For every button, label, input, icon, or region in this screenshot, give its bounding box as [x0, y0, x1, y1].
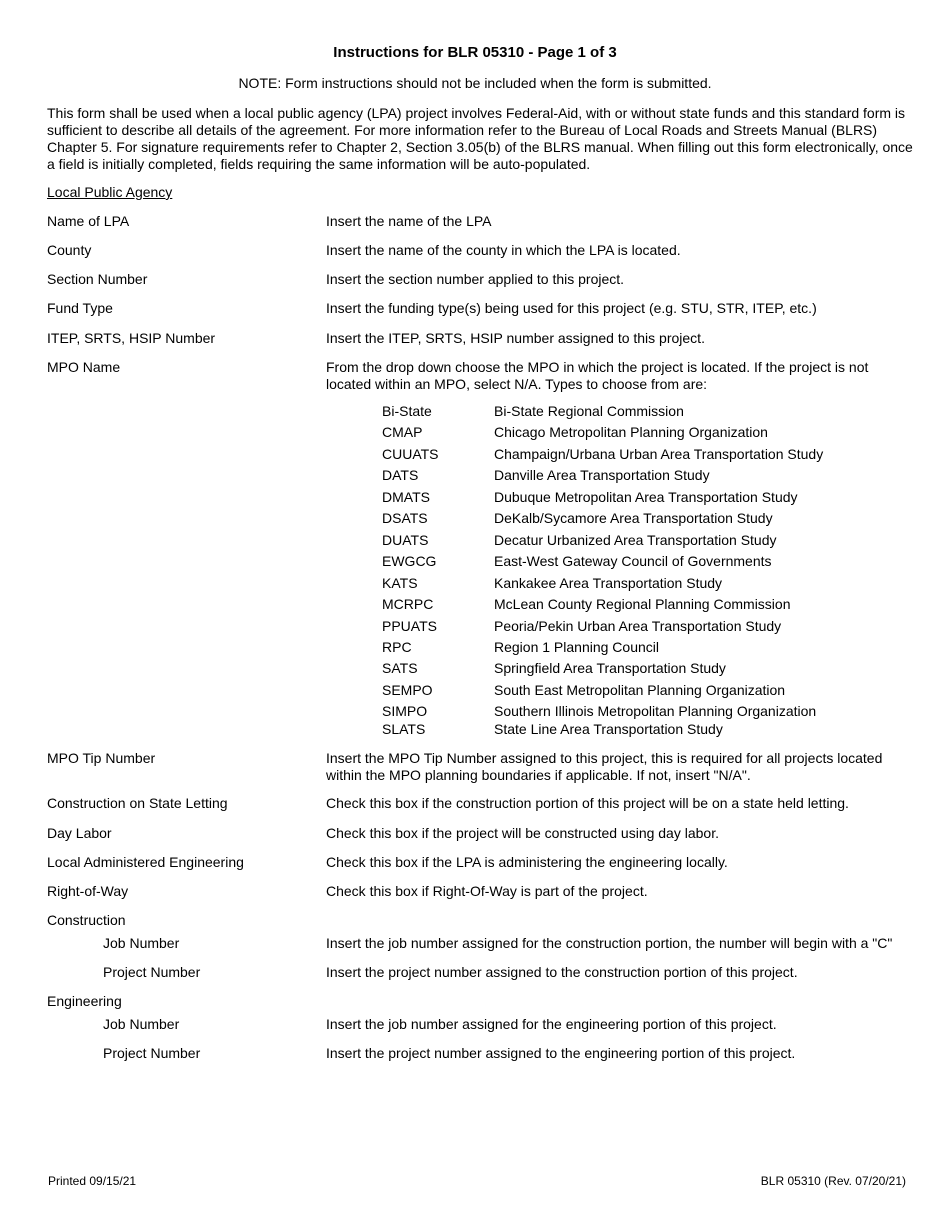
- mpo-abbreviation: PPUATS: [382, 618, 437, 634]
- form-note: NOTE: Form instructions should not be included when the form is submitted.: [238, 75, 712, 91]
- field-label: Local Administered Engineering: [47, 854, 244, 870]
- mpo-abbreviation: DATS: [382, 467, 419, 483]
- intro-paragraph: This form shall be used when a local public agency (LPA) project involves Federal-Aid, with or without state funds and this standard form is sufficient to describe all details of the agreement. For more information refer to the Bureau of Local Roads and Streets Manual (BLRS) Chapter 5. For signature requirements refer to Chapter 2, Section 3.05(b) of the BLRS manual. When filling out this form electronically, once a field is initially completed, fields requiring the same information will be auto-populated.: [47, 105, 913, 172]
- mpo-full-name: Chicago Metropolitan Planning Organization: [494, 424, 768, 440]
- mpo-abbreviation: SATS: [382, 660, 418, 676]
- mpo-full-name: Decatur Urbanized Area Transportation Study: [494, 532, 777, 548]
- mpo-full-name: McLean County Regional Planning Commission: [494, 596, 791, 612]
- field-label: MPO Name: [47, 359, 121, 375]
- mpo-abbreviation: RPC: [382, 639, 412, 655]
- field-label: Right-of-Way: [47, 883, 129, 899]
- field-description: Insert the project number assigned to the engineering portion of this project.: [326, 1045, 796, 1061]
- mpo-abbreviation: SIMPO: [382, 703, 428, 719]
- mpo-abbreviation: SLATS: [382, 721, 426, 737]
- field-label: County: [47, 242, 92, 258]
- mpo-abbreviation: EWGCG: [382, 553, 437, 569]
- printed-date: Printed 09/15/21: [48, 1174, 137, 1188]
- field-label: Construction on State Letting: [47, 795, 228, 811]
- mpo-full-name: Region 1 Planning Council: [494, 639, 659, 655]
- field-label: ITEP, SRTS, HSIP Number: [47, 330, 216, 346]
- group-label: Construction: [47, 912, 126, 928]
- field-description: Check this box if the construction portion of this project will be on a state held letting.: [326, 795, 849, 811]
- mpo-full-name: South East Metropolitan Planning Organization: [494, 682, 786, 698]
- field-description: Check this box if Right-Of-Way is part of the project.: [326, 883, 648, 899]
- mpo-full-name: DeKalb/Sycamore Area Transportation Study: [494, 510, 773, 526]
- mpo-abbreviation: SEMPO: [382, 682, 433, 698]
- mpo-full-name: Danville Area Transportation Study: [494, 467, 710, 483]
- field-label: Job Number: [103, 935, 180, 951]
- field-label: Section Number: [47, 271, 148, 287]
- field-description: Check this box if the LPA is administering the engineering locally.: [326, 854, 728, 870]
- mpo-full-name: State Line Area Transportation Study: [494, 721, 723, 737]
- group-label: Engineering: [47, 993, 122, 1009]
- section-heading-local-public-agency: Local Public Agency: [47, 184, 173, 200]
- field-description: From the drop down choose the MPO in which the project is located. If the project is not located within an MPO, select N/A. Types to choose from are:: [326, 359, 869, 392]
- field-description: Insert the name of the county in which the LPA is located.: [326, 242, 681, 258]
- mpo-full-name: Bi-State Regional Commission: [494, 403, 684, 419]
- field-description: Insert the ITEP, SRTS, HSIP number assigned to this project.: [326, 330, 705, 346]
- field-description: Insert the MPO Tip Number assigned to this project, this is required for all projects located within the MPO planning boundaries if applicable. If not, insert "N/A".: [326, 750, 883, 783]
- mpo-abbreviation: DMATS: [382, 489, 430, 505]
- field-label: Job Number: [103, 1016, 180, 1032]
- mpo-abbreviation: CUUATS: [382, 446, 439, 462]
- field-label: Project Number: [103, 964, 201, 980]
- mpo-full-name: Peoria/Pekin Urban Area Transportation Study: [494, 618, 782, 634]
- field-label: MPO Tip Number: [47, 750, 156, 766]
- mpo-abbreviation: CMAP: [382, 424, 423, 440]
- page-title: Instructions for BLR 05310 - Page 1 of 3: [333, 44, 617, 61]
- mpo-full-name: East-West Gateway Council of Governments: [494, 553, 772, 569]
- mpo-full-name: Southern Illinois Metropolitan Planning Organization: [494, 703, 817, 719]
- field-label: Project Number: [103, 1045, 201, 1061]
- mpo-abbreviation: DSATS: [382, 510, 428, 526]
- mpo-full-name: Kankakee Area Transportation Study: [494, 575, 723, 591]
- form-revision-id: BLR 05310 (Rev. 07/20/21): [760, 1174, 906, 1188]
- field-description: Insert the project number assigned to the construction portion of this project.: [326, 964, 798, 980]
- field-label: Day Labor: [47, 825, 112, 841]
- field-description: Check this box if the project will be constructed using day labor.: [326, 825, 719, 841]
- field-description: Insert the name of the LPA: [326, 213, 492, 229]
- mpo-abbreviation: KATS: [382, 575, 418, 591]
- field-label: Name of LPA: [47, 213, 130, 229]
- mpo-abbreviation: MCRPC: [382, 596, 434, 612]
- field-description: Insert the job number assigned for the engineering portion of this project.: [326, 1016, 777, 1032]
- mpo-abbreviation: DUATS: [382, 532, 429, 548]
- field-label: Fund Type: [47, 300, 113, 316]
- field-description: Insert the section number applied to this project.: [326, 271, 625, 287]
- mpo-full-name: Champaign/Urbana Urban Area Transportation Study: [494, 446, 824, 462]
- mpo-full-name: Dubuque Metropolitan Area Transportation Study: [494, 489, 798, 505]
- field-description: Insert the funding type(s) being used for this project (e.g. STU, STR, ITEP, etc.): [326, 300, 817, 316]
- mpo-full-name: Springfield Area Transportation Study: [494, 660, 726, 676]
- mpo-abbreviation: Bi-State: [382, 403, 432, 419]
- field-description: Insert the job number assigned for the construction portion, the number will begin with a "C": [326, 935, 893, 951]
